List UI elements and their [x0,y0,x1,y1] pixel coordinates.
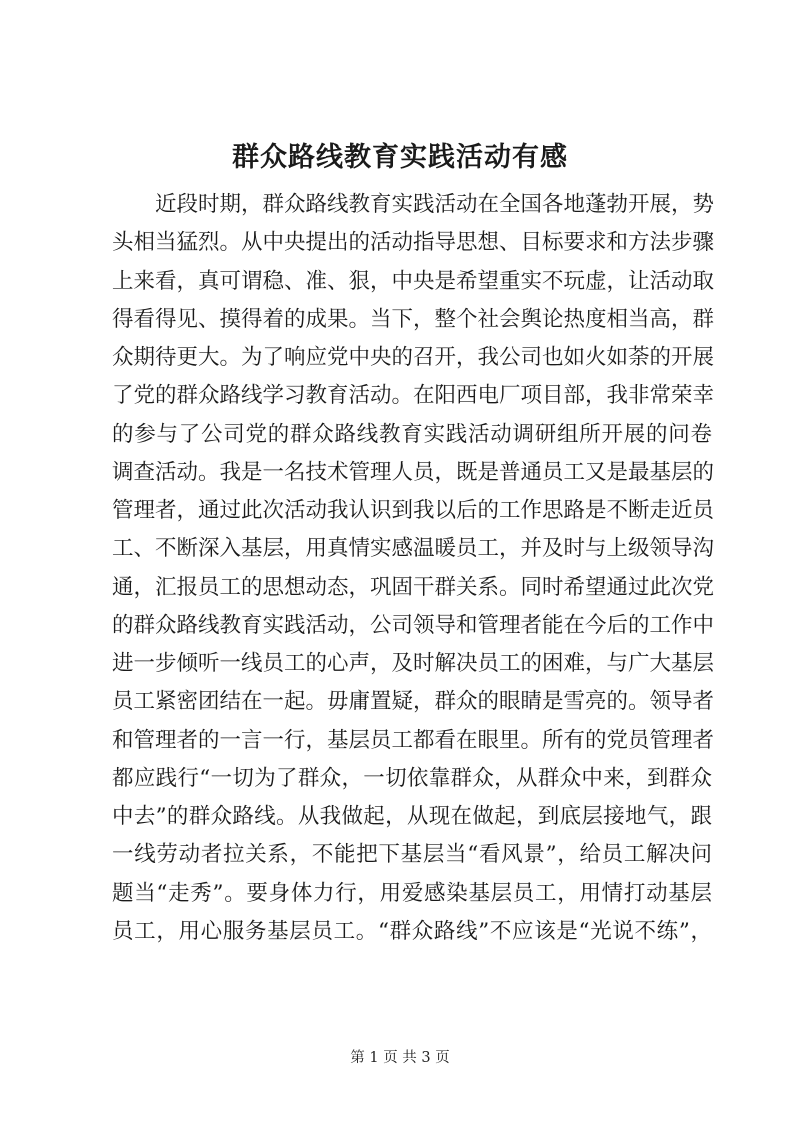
body-line: 都应践行“一切为了群众，一切依靠群众，从群众中来，到群众 [112,765,712,791]
body-line: 工、不断深入基层，用真情实感温暖员工，并及时与上级领导沟 [112,536,715,562]
body-line: 众期待更大。为了响应党中央的召开，我公司也如火如荼的开展 [112,345,715,370]
body-line: 进一步倾听一线员工的心声，及时解决员工的困难，与广大基层 [112,651,715,676]
page-number-label: 第 1 页 共 3 页 [350,1050,450,1066]
body-line: 中去”的群众路线。从我做起，从现在做起，到底层接地气，跟 [112,804,712,829]
body-line: 通，汇报员工的思想动态，巩固干群关系。同时希望通过此次党 [112,574,715,600]
body-line: 员工紧密团结在一起。毋庸置疑，群众的眼睛是雪亮的。领导者 [112,689,715,715]
body-line: 头相当猛烈。从中央提出的活动指导思想、目标要求和方法步骤 [112,230,715,256]
document-body [112,186,715,951]
body-line: 员工，用心服务基层员工。“群众路线”不应该是“光说不练”， [112,918,712,944]
body-line: 得看得见、摸得着的成果。当下，整个社会舆论热度相当高，群 [112,306,715,332]
page-footer [0,1048,800,1068]
document-title: 群众路线教育实践活动有感 [232,142,568,173]
body-line: 近段时期，群众路线教育实践活动在全国各地蓬勃开展，势 [155,192,715,217]
body-line: 的参与了公司党的群众路线教育实践活动调研组所开展的问卷 [112,421,712,447]
body-line: 题当“走秀”。要身体力行，用爱感染基层员工，用情打动基层 [112,880,712,906]
body-line: 调查活动。我是一名技术管理人员，既是普通员工又是最基层的 [112,459,715,485]
body-line: 管理者，通过此次活动我认识到我以后的工作思路是不断走近员 [112,498,715,523]
body-line: 和管理者的一言一行，基层员工都看在眼里。所有的党员管理者 [112,727,715,753]
body-line: 的群众路线教育实践活动，公司领导和管理者能在今后的工作中 [112,612,715,638]
body-line: 一线劳动者拉关系，不能把下基层当“看风景”，给员工解决问 [112,842,712,868]
body-line: 上来看，真可谓稳、准、狠，中央是希望重实不玩虚，让活动取 [112,268,715,294]
body-line: 了党的群众路线学习教育活动。在阳西电厂项目部，我非常荣幸 [112,383,715,409]
